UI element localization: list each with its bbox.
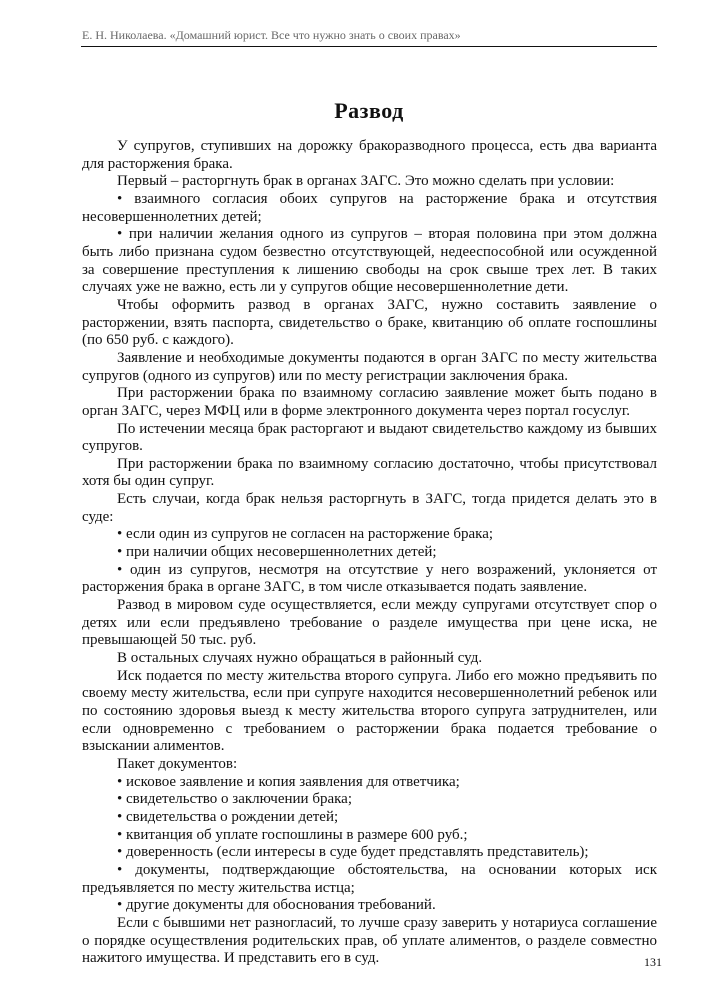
bullet-item: • свидетельство о заключении брака; [117, 791, 352, 808]
running-header: Е. Н. Николаева. «Домашний юрист. Все что нужно знать о своих правах» [82, 28, 461, 42]
bullet-item: • свидетельства о рождении детей; [117, 808, 339, 825]
paragraph: Чтобы оформить развод в органах ЗАГС, нужно составить заявление о расторжении, взять паспорта, свидетельство о браке, квитанцию об оплате госпошлины (по 650 руб. с каждого). [82, 296, 657, 349]
bullet-item: • другие документы для обоснования требований. [117, 897, 436, 914]
paragraph: Если с бывшими нет разногласий, то лучше сразу заверить у нотариуса соглашение о порядке осуществления родительских прав, об уплате алиментов, о разделе совместно нажитого имущества. И представить его в суд. [82, 914, 657, 967]
bullet-item: • исковое заявление и копия заявления для ответчика; [117, 773, 460, 790]
paragraph: По истечении месяца брак расторгают и выдают свидетельство каждому из бывших супругов. [82, 420, 657, 455]
paragraph: Заявление и необходимые документы подаются в орган ЗАГС по месту жительства супругов (одного из супругов) или по месту регистрации заключения брака. [82, 349, 657, 384]
body-text [82, 138, 657, 968]
bullet-item: • взаимного согласия обоих супругов на расторжение брака и отсутствия несовершеннолетних детей; [82, 190, 657, 225]
bullet-item: • при наличии общих несовершеннолетних детей; [117, 544, 437, 561]
paragraph: Иск подается по месту жительства второго супруга. Либо его можно предъявить по своему месту жительства, если при супруге находится несовершеннолетний ребенок или по состоянию здоровья выезд к месту жительства второго супруга затруднителен, или если одновременно с требованием о расторжении брака подается требование о взыскании алиментов. [82, 667, 657, 755]
bullet-item: • если один из супругов не согласен на расторжение брака; [117, 526, 494, 543]
header-rule [81, 46, 657, 47]
chapter-title: Развод [334, 98, 404, 123]
paragraph: У супругов, ступивших на дорожку бракоразводного процесса, есть два варианта для расторжения брака. [82, 138, 657, 172]
paragraph: В остальных случаях нужно обращаться в районный суд. [117, 650, 483, 667]
bullet-item: • доверенность (если интересы в суде будет представлять представитель); [117, 844, 589, 861]
paragraph: Есть случаи, когда брак нельзя расторгнуть в ЗАГС, тогда придется делать это в суде: [82, 491, 657, 525]
bullet-item: • при наличии желания одного из супругов – вторая половина при этом должна быть либо признана судом безвестно отсутствующей, недееспособной или осужденной за совершение преступления к лишению свободы на срок свыше трех лет. В таких случаях уже не важно, есть ли у супругов общие несовершеннолетние дети. [82, 226, 657, 296]
page-number: 131 [644, 955, 662, 969]
paragraph: Первый – расторгнуть брак в органах ЗАГС. Это можно сделать при условии: [117, 173, 615, 190]
paragraph: Пакет документов: [117, 755, 238, 772]
paragraph: Развод в мировом суде осуществляется, если между супругами отсутствует спор о детях или если предъявлено требование о разделе имущества при цене иска, не превышающей 50 тыс. руб. [82, 597, 657, 649]
bullet-item: • квитанция об уплате госпошлины в размере 600 руб.; [117, 826, 468, 843]
bullet-item: • один из супругов, несмотря на отсутствие у него возражений, уклоняется от расторжения брака в органе ЗАГС, в том числе отказывается подать заявление. [82, 561, 657, 596]
paragraph: При расторжении брака по взаимному согласию заявление может быть подано в орган ЗАГС, через МФЦ или в форме электронного документа через портал госуслуг. [82, 385, 657, 419]
paragraph: При расторжении брака по взаимному согласию достаточно, чтобы присутствовал хотя бы один супруг. [82, 455, 657, 490]
bullet-item: • документы, подтверждающие обстоятельства, на основании которых иск предъявляется по месту жительства истца; [82, 861, 657, 896]
